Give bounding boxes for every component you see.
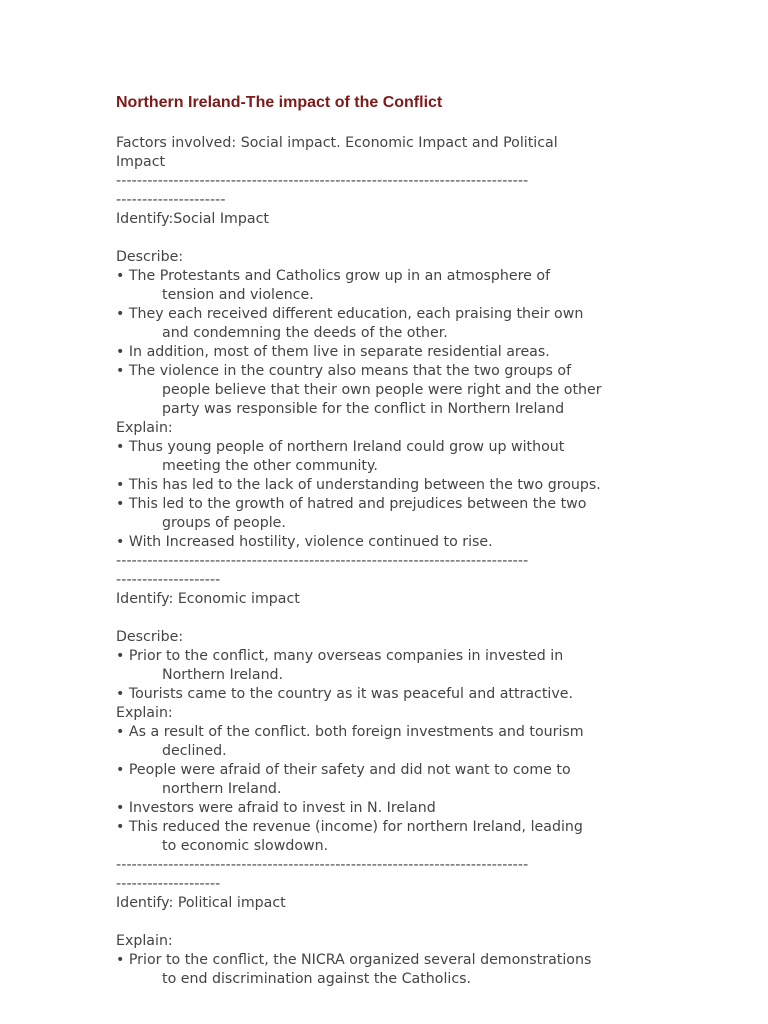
bullet-line: • With Increased hostility, violence continued to rise. xyxy=(116,534,493,550)
bullet-line: • The violence in the country also means that the two groups of xyxy=(116,363,572,379)
bullet-item xyxy=(116,761,656,799)
bullet-item xyxy=(116,267,656,305)
bullet-continuation: tension and violence. xyxy=(162,287,314,303)
political-explain-heading: Explain: xyxy=(116,933,173,949)
bullet-continuation: northern Ireland. xyxy=(162,781,282,797)
bullet-item xyxy=(116,685,656,704)
economic-explain-heading: Explain: xyxy=(116,705,173,721)
bullet-continuation: groups of people. xyxy=(162,515,286,531)
bullet-line: • This has led to the lack of understanding between the two groups. xyxy=(116,477,601,493)
economic-describe-heading: Describe: xyxy=(116,629,184,645)
factors-line: Factors involved: Social impact. Economic Impact and Political xyxy=(116,135,558,151)
document-title: Northern Ireland-The impact of the Conflict xyxy=(116,94,443,111)
bullet-continuation: to economic slowdown. xyxy=(162,838,329,854)
economic-identify-heading: Identify: Economic impact xyxy=(116,591,300,607)
bullet-item xyxy=(116,647,656,685)
bullet-line: • This reduced the revenue (income) for northern Ireland, leading xyxy=(116,819,583,835)
bullet-item xyxy=(116,362,656,419)
bullet-line: • The Protestants and Catholics grow up in an atmosphere of xyxy=(116,268,551,284)
social-explain-list xyxy=(116,438,656,552)
bullet-continuation: people believe that their own people were right and the other xyxy=(162,382,602,398)
bullet-item xyxy=(116,438,656,476)
bullet-item xyxy=(116,495,656,533)
document-body xyxy=(116,134,656,989)
bullet-item xyxy=(116,343,656,362)
bullet-item xyxy=(116,533,656,552)
separator-line-tail: -------------------- xyxy=(116,572,221,588)
bullet-line: • They each received different education, each praising their own xyxy=(116,306,584,322)
bullet-item xyxy=(116,818,656,856)
economic-describe-list xyxy=(116,647,656,704)
bullet-line: • Investors were afraid to invest in N. Ireland xyxy=(116,800,436,816)
separator-line-tail: -------------------- xyxy=(116,876,221,892)
social-describe-heading: Describe: xyxy=(116,249,184,265)
separator-line-tail: --------------------- xyxy=(116,192,226,208)
bullet-continuation: Northern Ireland. xyxy=(162,667,284,683)
bullet-item xyxy=(116,305,656,343)
bullet-continuation: to end discrimination against the Catholics. xyxy=(162,971,472,987)
political-identify-heading: Identify: Political impact xyxy=(116,895,286,911)
economic-explain-list xyxy=(116,723,656,856)
bullet-item xyxy=(116,476,656,495)
bullet-line: • People were afraid of their safety and did not want to come to xyxy=(116,762,571,778)
bullet-continuation: meeting the other community. xyxy=(162,458,378,474)
bullet-line: • As a result of the conflict. both foreign investments and tourism xyxy=(116,724,584,740)
social-explain-heading: Explain: xyxy=(116,420,173,436)
bullet-item xyxy=(116,799,656,818)
bullet-continuation: declined. xyxy=(162,743,227,759)
social-identify-heading: Identify:Social Impact xyxy=(116,211,269,227)
bullet-line: • Prior to the conflict, many overseas companies in invested in xyxy=(116,648,564,664)
bullet-line: • Prior to the conflict, the NICRA organized several demonstrations xyxy=(116,952,592,968)
bullet-line: • Tourists came to the country as it was peaceful and attractive. xyxy=(116,686,573,702)
bullet-item xyxy=(116,951,656,989)
bullet-continuation: and condemning the deeds of the other. xyxy=(162,325,448,341)
bullet-line: • In addition, most of them live in separate residential areas. xyxy=(116,344,550,360)
bullet-continuation: party was responsible for the conflict in Northern Ireland xyxy=(162,401,565,417)
social-describe-list xyxy=(116,267,656,419)
bullet-item xyxy=(116,723,656,761)
bullet-line: • Thus young people of northern Ireland could grow up without xyxy=(116,439,565,455)
separator-line: ------------------------------------------------------------------------------- xyxy=(116,857,529,873)
bullet-line: • This led to the growth of hatred and prejudices between the two xyxy=(116,496,587,512)
separator-line: ------------------------------------------------------------------------------- xyxy=(116,553,529,569)
separator-line: ------------------------------------------------------------------------------- xyxy=(116,173,529,189)
factors-line-continued: Impact xyxy=(116,154,166,170)
political-explain-list xyxy=(116,951,656,989)
